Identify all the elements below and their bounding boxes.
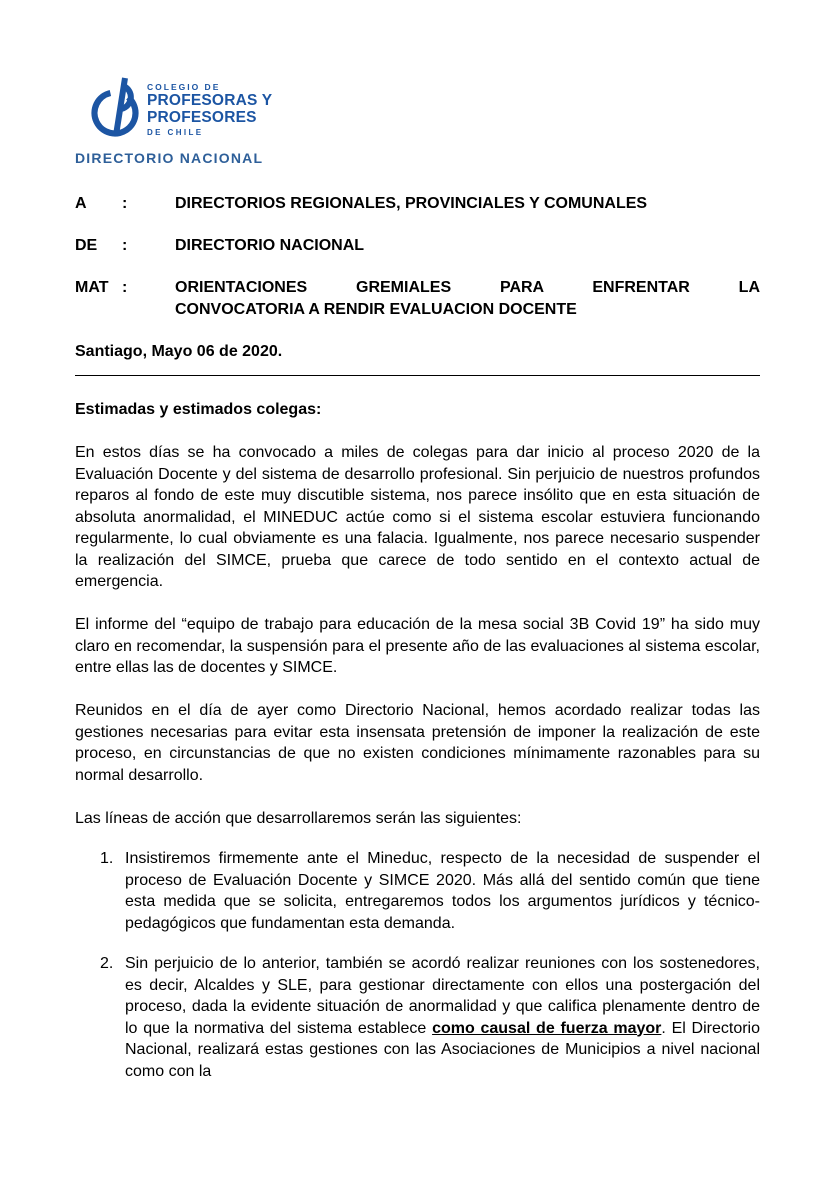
org-logo xyxy=(91,76,760,140)
field-to-row xyxy=(75,193,760,215)
memo-header xyxy=(75,193,760,320)
list-item-text xyxy=(125,953,760,1082)
list-item-number: 1. xyxy=(100,850,114,867)
field-subject-colon: : xyxy=(122,279,128,296)
cp-monogram-icon xyxy=(91,76,141,140)
list-item-text-after: . El Directorio Nacional, realizará estas gestiones con las Asociaciones de Municipios a nivel nacional como con la xyxy=(125,1019,761,1080)
paragraph-acuerdo: Reunidos en el día de ayer como Directorio Nacional, hemos acordado realizar todas las gestiones necesarias para evitar esta insensata pretensión de imponer la realización de este proceso, en circunstancias de que no existen condiciones mínimamente razonables para su normal desarrollo. xyxy=(75,702,760,784)
org-name-line2: PROFESORAS Y xyxy=(147,92,273,109)
paragraph-intro: En estos días se ha convocado a miles de colegas para dar inicio al proceso 2020 de la Evaluación Docente y del sistema de desarrollo profesional. Sin perjuicio de nuestros profundos reparos al fondo de este muy discutible sistema, nos parece insólito que en esta situación de absoluta anormalidad, el MINEDUC actúe como si el sistema escolar estuviera funcionando regularmente, lo cual obviamente es una falacia. Igualmente, nos parece necesario suspender la realización del SIMCE, prueba que carece de todo sentido en el contexto actual de emergencia. xyxy=(75,444,760,590)
field-from-colon: : xyxy=(122,237,128,254)
subject-line2: CONVOCATORIA A RENDIR EVALUACION DOCENTE xyxy=(175,300,577,318)
field-from-value: DIRECTORIO NACIONAL xyxy=(175,237,365,254)
paragraph-informe: El informe del “equipo de trabajo para educación de la mesa social 3B Covid 19” ha sido muy claro en recomendar, la suspensión para el presente año de las evaluaciones al sistema escolar, entre ellas las de docentes y SIMCE. xyxy=(75,616,760,676)
org-name-line3: PROFESORES xyxy=(147,108,257,126)
action-list xyxy=(75,848,760,1082)
org-name-line1: COLEGIO DE xyxy=(147,82,221,92)
department-title: DIRECTORIO NACIONAL xyxy=(75,150,264,166)
emphasis-fuerza-mayor: como causal de fuerza mayor xyxy=(432,1019,662,1037)
field-to-value: DIRECTORIOS REGIONALES, PROVINCIALES Y COMUNALES xyxy=(175,195,648,212)
field-subject-label: MAT xyxy=(75,279,109,296)
org-logo-text xyxy=(147,82,272,138)
salutation: Estimadas y estimados colegas: xyxy=(75,401,322,418)
list-item xyxy=(75,848,760,934)
org-name-line4: DE CHILE xyxy=(147,128,204,137)
field-to-colon: : xyxy=(122,195,128,212)
field-to-label: A xyxy=(75,195,87,212)
paragraph-lineas-accion: Las líneas de acción que desarrollaremos serán las siguientes: xyxy=(75,809,522,827)
list-item xyxy=(75,953,760,1082)
subject-line1: ORIENTACIONES GREMIALES PARA ENFRENTAR LA xyxy=(175,279,760,296)
divider-line xyxy=(75,375,760,376)
field-subject-row xyxy=(75,277,760,320)
date-line: Santiago, Mayo 06 de 2020. xyxy=(75,342,283,360)
list-item-number: 2. xyxy=(100,955,114,972)
list-item-text: Insistiremos firmemente ante el Mineduc, respecto de la necesidad de suspender el proceso de Evaluación Docente y SIMCE 2020. Más allá del sentido común que tiene esta medida que se solicita, entregaremos todos los argumentos jurídicos y técnico-pedagógicos que fundamentan esta demanda. xyxy=(125,850,760,932)
list-item-text-before: Sin perjuicio de lo anterior, también se acordó realizar reuniones con los sostenedores, es decir, Alcaldes y SLE, para gestionar directamente con ellos una postergación del proceso, dada la evidente situación de anormalidad y que califica plenamente dentro de lo que la normativa del sistema establece xyxy=(125,955,760,1037)
field-from-row xyxy=(75,235,760,257)
field-from-label: DE xyxy=(75,237,98,254)
field-subject-value xyxy=(175,277,760,320)
